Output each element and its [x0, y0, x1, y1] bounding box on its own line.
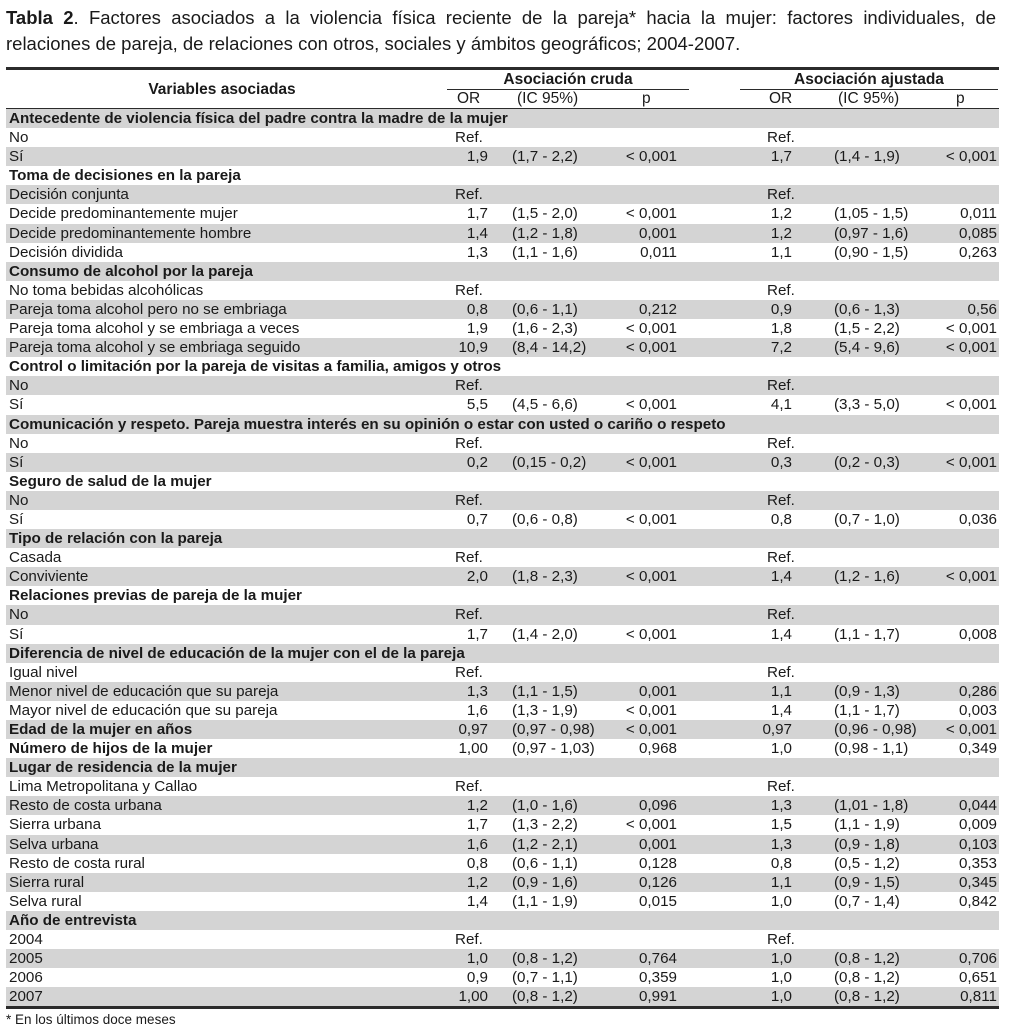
section-label: Antecedente de violencia física del padre contra la madre de la mujer	[9, 110, 508, 127]
p-crude-cell: < 0,001	[625, 339, 677, 357]
bottom-rule	[6, 1006, 999, 1009]
caption-text: . Factores asociados a la violencia física reciente de la pareja* hacia la mujer: factores individuales, de relaciones de pareja, de relaciones con otros, sociales y ámbitos geográficos; 2004-2007.	[6, 7, 996, 54]
or-crude-cell: 1,6	[466, 701, 488, 719]
table-row	[6, 701, 999, 720]
ic-crude-cell: (1,1 - 1,6)	[512, 243, 578, 261]
ic-crude-cell: (0,7 - 1,1)	[512, 969, 578, 987]
or-adjusted-cell: 0,8	[770, 510, 792, 528]
section-label: Tipo de relación con la pareja	[9, 530, 223, 548]
or-adjusted-cell: 0,8	[770, 854, 792, 872]
ic-crude-cell: (1,1 - 1,9)	[512, 892, 578, 910]
or-crude-cell: Ref.	[455, 931, 483, 949]
ic-adjusted-header: (IC 95%)	[838, 90, 900, 107]
table-row	[6, 128, 999, 147]
or-adjusted-cell: 4,1	[770, 396, 792, 414]
or-adjusted-cell: Ref.	[767, 129, 795, 147]
variable-label: Casada	[9, 549, 62, 567]
or-crude-cell: 1,2	[466, 873, 488, 891]
or-adjusted-cell: 1,4	[770, 701, 792, 719]
p-adjusted-cell: 0,842	[958, 892, 997, 910]
variable-label: No toma bebidas alcohólicas	[9, 281, 204, 299]
or-adjusted-cell: 1,0	[770, 740, 792, 758]
p-crude-cell: 0,001	[638, 835, 677, 853]
p-crude-cell: < 0,001	[625, 721, 677, 738]
p-crude-header: p	[642, 90, 651, 107]
p-adjusted-cell: < 0,001	[945, 721, 997, 738]
or-adjusted-cell: Ref.	[767, 377, 795, 395]
or-crude-cell: 10,9	[458, 339, 488, 357]
or-adjusted-cell: 1,0	[770, 892, 792, 910]
variable-label: 2007	[9, 988, 43, 1006]
or-adjusted-cell: Ref.	[767, 778, 795, 796]
ic-crude-cell: (0,15 - 0,2)	[512, 453, 587, 471]
table-row	[6, 815, 999, 834]
ic-adjusted-cell: (0,6 - 1,3)	[834, 300, 900, 318]
section-header-row	[6, 166, 999, 185]
table-row	[6, 281, 999, 300]
or-crude-cell: 1,3	[466, 682, 488, 700]
p-crude-cell: 0,096	[638, 797, 677, 815]
or-crude-header: OR	[457, 90, 481, 107]
variable-label: Resto de costa rural	[9, 854, 145, 872]
or-adjusted-cell: 1,2	[770, 205, 792, 223]
p-adjusted-cell: 0,008	[958, 625, 997, 643]
section-header-row	[6, 357, 999, 376]
or-adjusted-cell: 1,2	[770, 224, 792, 242]
table-row	[6, 949, 999, 968]
variable-label: Menor nivel de educación que su pareja	[9, 682, 279, 700]
table-row	[6, 548, 999, 567]
ic-crude-cell: (0,97 - 1,03)	[512, 740, 595, 758]
table-row	[6, 796, 999, 815]
p-adjusted-cell: < 0,001	[945, 453, 997, 471]
ic-crude-cell: (4,5 - 6,6)	[512, 396, 578, 414]
p-adjusted-cell: 0,811	[960, 988, 997, 1006]
table-row	[6, 930, 999, 949]
p-crude-cell: < 0,001	[625, 816, 677, 834]
table-row	[6, 243, 999, 262]
table-body	[6, 109, 999, 1006]
or-crude-cell: 1,9	[466, 320, 488, 338]
ic-adjusted-cell: (1,2 - 1,6)	[834, 568, 900, 586]
p-crude-cell: < 0,001	[625, 568, 677, 586]
section-label: Control o limitación por la pareja de visitas a familia, amigos y otros	[9, 358, 502, 376]
table-row	[6, 338, 999, 357]
ic-crude-cell: (1,3 - 1,9)	[512, 701, 578, 719]
or-crude-cell: Ref.	[455, 434, 483, 452]
variable-label: Selva urbana	[9, 835, 99, 853]
table-row	[6, 720, 999, 739]
or-crude-cell: Ref.	[455, 606, 483, 624]
or-crude-cell: 1,9	[466, 148, 488, 166]
table-row	[6, 777, 999, 796]
or-adjusted-cell: Ref.	[767, 434, 795, 452]
or-adjusted-cell: 1,1	[770, 243, 792, 261]
or-crude-cell: 1,0	[466, 950, 488, 968]
p-crude-cell: 0,128	[638, 854, 677, 872]
or-crude-cell: Ref.	[455, 778, 483, 796]
p-crude-cell: < 0,001	[625, 625, 677, 643]
ic-adjusted-cell: (0,8 - 1,2)	[834, 969, 900, 987]
table-row	[6, 854, 999, 873]
ic-adjusted-cell: (0,97 - 1,6)	[834, 224, 909, 242]
or-crude-cell: Ref.	[455, 491, 483, 509]
or-adjusted-cell: 1,5	[770, 816, 792, 834]
table-row	[6, 453, 999, 472]
table-row	[6, 510, 999, 529]
p-adjusted-cell: 0,706	[958, 950, 997, 968]
variables-header: Variables asociadas	[148, 81, 296, 98]
ic-adjusted-cell: (0,5 - 1,2)	[834, 854, 900, 872]
or-crude-cell: Ref.	[455, 377, 483, 395]
caption-label: Tabla 2	[6, 7, 74, 28]
p-adjusted-cell: < 0,001	[945, 320, 997, 338]
variable-label: Decisión conjunta	[9, 186, 129, 204]
p-adjusted-cell: < 0,001	[945, 568, 997, 586]
p-crude-cell: < 0,001	[625, 510, 677, 528]
or-adjusted-cell: 0,3	[770, 453, 792, 471]
p-crude-cell: 0,011	[640, 243, 677, 261]
variable-label: Sierra rural	[9, 873, 85, 891]
or-adjusted-cell: 1,1	[770, 873, 792, 891]
p-adjusted-cell: < 0,001	[945, 339, 997, 357]
p-crude-cell: 0,015	[638, 892, 677, 910]
ic-crude-cell: (1,1 - 1,5)	[512, 682, 578, 700]
ic-crude-cell: (1,0 - 1,6)	[512, 797, 578, 815]
table-row	[6, 873, 999, 892]
section-header-row	[6, 415, 999, 434]
variable-label: Número de hijos de la mujer	[9, 740, 213, 758]
section-label: Toma de decisiones en la pareja	[9, 167, 241, 185]
variable-label: Conviviente	[9, 568, 89, 586]
section-header-row	[6, 644, 999, 663]
table-header	[6, 70, 999, 108]
or-crude-cell: 1,00	[458, 740, 488, 758]
footnote: * En los últimos doce meses	[6, 1012, 176, 1027]
or-adjusted-cell: 1,0	[770, 950, 792, 968]
section-header-row	[6, 109, 999, 128]
variable-label: 2005	[9, 950, 43, 968]
variable-label: Pareja toma alcohol y se embriaga a veces	[9, 320, 300, 338]
p-adjusted-cell: 0,103	[958, 835, 997, 853]
ic-crude-cell: (0,8 - 1,2)	[512, 950, 578, 968]
data-table	[6, 67, 999, 1009]
table-row	[6, 892, 999, 911]
variable-label: Sí	[9, 510, 24, 528]
ic-adjusted-cell: (1,5 - 2,2)	[834, 320, 900, 338]
variable-label: No	[9, 377, 29, 395]
ic-adjusted-cell: (0,98 - 1,1)	[834, 740, 909, 758]
section-header-row	[6, 758, 999, 777]
or-crude-cell: 1,4	[466, 892, 488, 910]
or-crude-cell: 0,8	[466, 854, 488, 872]
or-adjusted-cell: Ref.	[767, 491, 795, 509]
p-adjusted-cell: 0,009	[958, 816, 997, 834]
or-adjusted-cell: 1,3	[770, 835, 792, 853]
variable-label: Decide predominantemente hombre	[9, 224, 252, 242]
variable-label: Edad de la mujer en años	[9, 721, 193, 738]
variable-label: Decisión dividida	[9, 243, 123, 261]
p-crude-cell: 0,764	[638, 950, 677, 968]
p-crude-cell: < 0,001	[625, 205, 677, 223]
section-header-row	[6, 911, 999, 930]
ic-adjusted-cell: (1,1 - 1,9)	[834, 816, 900, 834]
ic-adjusted-cell: (0,90 - 1,5)	[834, 243, 909, 261]
or-adjusted-cell: 1,3	[770, 797, 792, 815]
variable-label: Sí	[9, 396, 24, 414]
table-caption	[6, 5, 996, 57]
variable-label: Igual nivel	[9, 663, 78, 681]
or-adjusted-cell: 1,0	[770, 988, 792, 1006]
ic-crude-cell: (0,6 - 0,8)	[512, 510, 578, 528]
or-adjusted-cell: 1,4	[770, 625, 792, 643]
ic-adjusted-cell: (0,8 - 1,2)	[834, 988, 900, 1006]
or-adjusted-cell: Ref.	[767, 549, 795, 567]
or-adjusted-cell: 0,9	[770, 300, 792, 318]
section-label: Seguro de salud de la mujer	[9, 472, 212, 490]
variable-label: No	[9, 606, 29, 624]
ic-adjusted-cell: (0,8 - 1,2)	[834, 950, 900, 968]
variable-label: Lima Metropolitana y Callao	[9, 778, 198, 796]
ic-crude-header: (IC 95%)	[517, 90, 579, 107]
table-row	[6, 605, 999, 624]
table-row	[6, 434, 999, 453]
or-crude-cell: Ref.	[455, 549, 483, 567]
ic-adjusted-cell: (0,9 - 1,3)	[834, 682, 900, 700]
or-crude-cell: 5,5	[466, 396, 488, 414]
or-crude-cell: 1,00	[458, 988, 488, 1006]
table-row	[6, 224, 999, 243]
ic-crude-cell: (1,4 - 2,0)	[512, 625, 578, 643]
section-header-row	[6, 586, 999, 605]
ic-crude-cell: (0,9 - 1,6)	[512, 873, 578, 891]
section-label: Lugar de residencia de la mujer	[9, 759, 237, 777]
section-label: Relaciones previas de pareja de la mujer	[9, 587, 302, 605]
variable-label: No	[9, 491, 29, 509]
variable-label: No	[9, 434, 29, 452]
variable-label: 2004	[9, 931, 43, 949]
variable-label: 2006	[9, 969, 43, 987]
p-adjusted-cell: 0,286	[958, 682, 997, 700]
or-crude-cell: 1,2	[466, 797, 488, 815]
or-crude-cell: 1,4	[466, 224, 488, 242]
or-adjusted-header: OR	[769, 90, 793, 107]
or-crude-cell: 1,3	[466, 243, 488, 261]
table-row	[6, 204, 999, 223]
p-crude-cell: 0,001	[638, 224, 677, 242]
or-adjusted-cell: Ref.	[767, 606, 795, 624]
or-crude-cell: 1,7	[466, 205, 488, 223]
or-crude-cell: 1,7	[466, 816, 488, 834]
p-adjusted-cell: < 0,001	[945, 148, 997, 166]
table-row	[6, 395, 999, 414]
section-label: Consumo de alcohol por la pareja	[9, 262, 253, 280]
ic-crude-cell: (1,2 - 1,8)	[512, 224, 578, 242]
table-row	[6, 300, 999, 319]
ic-adjusted-cell: (1,01 - 1,8)	[834, 797, 909, 815]
or-adjusted-cell: 1,7	[770, 148, 792, 166]
table-row	[6, 567, 999, 586]
ic-crude-cell: (0,6 - 1,1)	[512, 854, 578, 872]
adjusted-association-header: Asociación ajustada	[740, 71, 998, 90]
ic-crude-cell: (8,4 - 14,2)	[512, 339, 587, 357]
ic-crude-cell: (1,5 - 2,0)	[512, 205, 578, 223]
table-row	[6, 625, 999, 644]
or-crude-cell: 0,7	[466, 510, 488, 528]
p-crude-cell: 0,001	[638, 682, 677, 700]
table-row	[6, 319, 999, 338]
variable-label: Sí	[9, 148, 24, 166]
variable-label: Selva rural	[9, 892, 82, 910]
ic-crude-cell: (1,7 - 2,2)	[512, 148, 578, 166]
table-row	[6, 835, 999, 854]
variable-label: Sí	[9, 453, 24, 471]
section-header-row	[6, 529, 999, 548]
p-adjusted-cell: 0,085	[958, 224, 997, 242]
table-row	[6, 968, 999, 987]
variable-label: Mayor nivel de educación que su pareja	[9, 701, 278, 719]
p-adjusted-cell: 0,345	[958, 873, 997, 891]
ic-adjusted-cell: (0,7 - 1,4)	[834, 892, 900, 910]
section-header-row	[6, 262, 999, 281]
p-adjusted-cell: 0,353	[958, 854, 997, 872]
variable-label: Pareja toma alcohol pero no se embriaga	[9, 300, 287, 318]
table-row	[6, 987, 999, 1006]
ic-adjusted-cell: (0,96 - 0,98)	[834, 721, 917, 738]
ic-crude-cell: (1,2 - 2,1)	[512, 835, 578, 853]
ic-adjusted-cell: (1,1 - 1,7)	[834, 625, 900, 643]
or-adjusted-cell: 1,1	[770, 682, 792, 700]
ic-crude-cell: (1,3 - 2,2)	[512, 816, 578, 834]
p-crude-cell: 0,968	[638, 740, 677, 758]
or-crude-cell: Ref.	[455, 186, 483, 204]
table-row	[6, 147, 999, 166]
p-adjusted-cell: 0,011	[960, 205, 997, 223]
table-row	[6, 185, 999, 204]
ic-adjusted-cell: (1,1 - 1,7)	[834, 701, 900, 719]
p-adjusted-cell: 0,036	[958, 510, 997, 528]
or-adjusted-cell: 1,8	[770, 320, 792, 338]
or-crude-cell: 1,6	[466, 835, 488, 853]
section-header-row	[6, 472, 999, 491]
or-crude-cell: Ref.	[455, 663, 483, 681]
ic-adjusted-cell: (0,9 - 1,5)	[834, 873, 900, 891]
or-adjusted-cell: 0,97	[762, 721, 792, 738]
or-adjusted-cell: 1,0	[770, 969, 792, 987]
variable-label: Pareja toma alcohol y se embriaga seguido	[9, 339, 301, 357]
ic-adjusted-cell: (3,3 - 5,0)	[834, 396, 900, 414]
crude-association-header: Asociación cruda	[447, 71, 689, 90]
or-crude-cell: 2,0	[466, 568, 488, 586]
table-row	[6, 491, 999, 510]
or-adjusted-cell: 1,4	[770, 568, 792, 586]
or-crude-cell: 0,8	[466, 300, 488, 318]
variable-label: Sí	[9, 625, 24, 643]
variable-label: Decide predominantemente mujer	[9, 205, 238, 223]
p-crude-cell: 0,126	[638, 873, 677, 891]
ic-crude-cell: (0,6 - 1,1)	[512, 300, 578, 318]
ic-adjusted-cell: (1,4 - 1,9)	[834, 148, 900, 166]
or-adjusted-cell: Ref.	[767, 663, 795, 681]
or-crude-cell: 0,2	[466, 453, 488, 471]
p-crude-cell: < 0,001	[625, 396, 677, 414]
or-adjusted-cell: Ref.	[767, 186, 795, 204]
table-row	[6, 376, 999, 395]
p-crude-cell: < 0,001	[625, 320, 677, 338]
table-row	[6, 663, 999, 682]
ic-adjusted-cell: (0,7 - 1,0)	[834, 510, 900, 528]
section-label: Diferencia de nivel de educación de la mujer con el de la pareja	[9, 644, 465, 662]
or-crude-cell: Ref.	[455, 281, 483, 299]
variable-label: Resto de costa urbana	[9, 797, 162, 815]
ic-adjusted-cell: (5,4 - 9,6)	[834, 339, 900, 357]
ic-adjusted-cell: (0,2 - 0,3)	[834, 453, 900, 471]
p-adjusted-cell: 0,651	[958, 969, 997, 987]
p-adjusted-header: p	[956, 90, 965, 107]
or-adjusted-cell: Ref.	[767, 931, 795, 949]
section-label: Comunicación y respeto. Pareja muestra interés en su opinión o estar con usted o cariño o respeto	[9, 415, 726, 433]
p-adjusted-cell: 0,349	[958, 740, 997, 758]
p-adjusted-cell: 0,263	[958, 243, 997, 261]
ic-crude-cell: (1,8 - 2,3)	[512, 568, 578, 586]
ic-adjusted-cell: (0,9 - 1,8)	[834, 835, 900, 853]
or-adjusted-cell: 7,2	[770, 339, 792, 357]
p-crude-cell: < 0,001	[625, 701, 677, 719]
table-row	[6, 739, 999, 758]
p-adjusted-cell: 0,044	[958, 797, 997, 815]
ic-crude-cell: (0,97 - 0,98)	[512, 721, 595, 738]
variable-label: Sierra urbana	[9, 816, 102, 834]
p-crude-cell: < 0,001	[625, 453, 677, 471]
p-crude-cell: 0,991	[638, 988, 677, 1006]
or-adjusted-cell: Ref.	[767, 281, 795, 299]
p-adjusted-cell: 0,56	[967, 300, 997, 318]
p-adjusted-cell: 0,003	[958, 701, 997, 719]
or-crude-cell: 0,9	[466, 969, 488, 987]
p-adjusted-cell: < 0,001	[945, 396, 997, 414]
or-crude-cell: 1,7	[466, 625, 488, 643]
ic-crude-cell: (0,8 - 1,2)	[512, 988, 578, 1006]
section-label: Año de entrevista	[9, 911, 137, 929]
variable-label: No	[9, 129, 29, 147]
table-row	[6, 682, 999, 701]
ic-crude-cell: (1,6 - 2,3)	[512, 320, 578, 338]
p-crude-cell: < 0,001	[625, 148, 677, 166]
or-crude-cell: Ref.	[455, 129, 483, 147]
or-crude-cell: 0,97	[458, 721, 488, 738]
ic-adjusted-cell: (1,05 - 1,5)	[834, 205, 909, 223]
p-crude-cell: 0,359	[638, 969, 677, 987]
p-crude-cell: 0,212	[638, 300, 677, 318]
